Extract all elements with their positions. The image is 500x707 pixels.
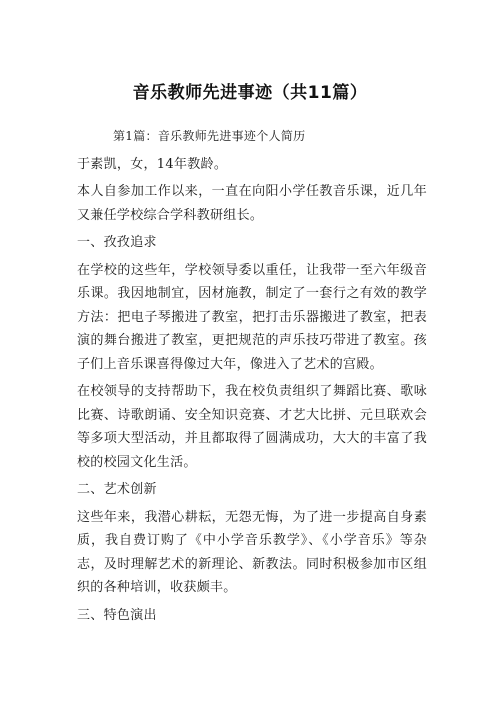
section-heading-performance: 三、特色演出	[77, 607, 157, 623]
paragraph-self-improvement: 这些年来，我潜心耕耘，无怨无悔，为了进一步提高自身素质，我自费订购了《中小学音乐教学》、《小学音乐》等杂志，及时理解艺术的新理论、新教法。同时积极参加市区组织的各种培训，收获颇丰。	[77, 509, 427, 595]
document-title: 音乐教师先进事迹（共11篇）	[132, 83, 368, 103]
paragraph-teaching-methods: 在学校的这些年，学校领导委以重任，让我带一至六年级音乐课。我因地制宜，因材施教，制定了一套行之有效的教学方法：把电子琴搬进了教室，把打击乐器搬进了教室，把表演的舞台搬进了教室，更把规范的声乐技巧带进了教室。孩子们上音乐课喜得像过大年，像进入了艺术的宫殿。	[77, 262, 427, 372]
paragraph-background: 本人自参加工作以来，一直在向阳小学任教音乐课，近几年又兼任学校综合学科教研组长。	[77, 184, 427, 223]
section-heading-innovation: 二、艺术创新	[77, 482, 157, 497]
section-heading-pursuit: 一、孜孜追求	[77, 235, 157, 250]
document-body	[77, 125, 427, 631]
article-subtitle: 第1篇：音乐教师先进事迹个人简历	[113, 129, 306, 143]
paragraph-intro: 于素凯，女，14年教龄。	[77, 156, 228, 172]
paragraph-school-activities: 在校领导的支持帮助下，我在校负责组织了舞蹈比赛、歌咏比赛、诗歌朗诵、安全知识竞赛、才艺大比拼、元旦联欢会等多项大型活动，并且都取得了圆满成功，大大的丰富了我校的校园文化生活。	[77, 384, 427, 470]
